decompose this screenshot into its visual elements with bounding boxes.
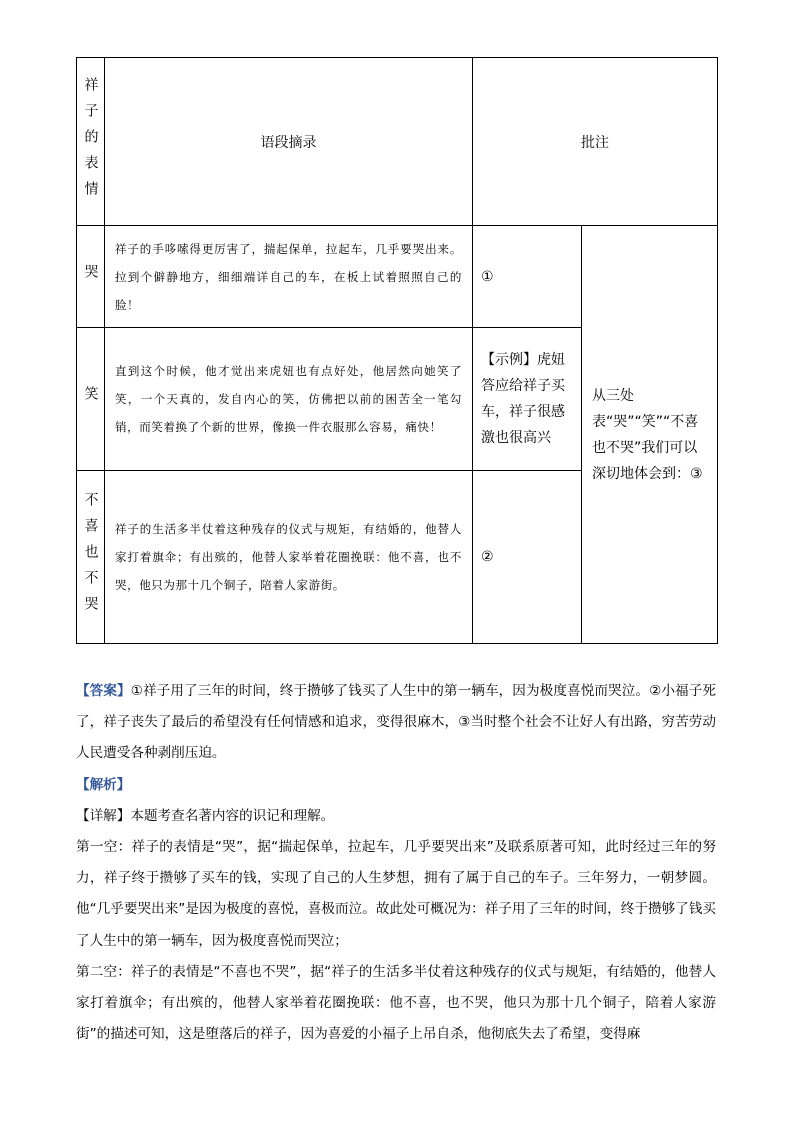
- note-text: ①: [481, 268, 494, 285]
- header-note-label: 批注: [581, 134, 609, 151]
- header-excerpt: [105, 58, 472, 225]
- analysis-heading: [76, 770, 716, 801]
- emotion-label: 哭: [82, 263, 99, 290]
- detail-paragraph-1: 第一空：祥子的表情是“哭”，据“揣起保单，拉起车，几乎要哭出来”及联系原著可知，此时经过三年的努力，祥子终于攒够了买车的钱，实现了自己的人生梦想，拥有了属于自己的车子。三年努力，一朝梦圆。他“几乎要哭出来”是因为极度的喜悦，喜极而泣。故此处可概况为：祥子用了三年的时间，终于攒够了钱买了人生中的第一辆车，因为极度喜悦而哭泣；: [76, 839, 716, 949]
- answer-tag: 【答案】: [76, 683, 131, 699]
- table-border: [76, 643, 717, 644]
- row-numb-note: [473, 471, 581, 643]
- row-cry-emotion: [77, 226, 104, 327]
- row-cry-excerpt: [105, 226, 472, 327]
- row-numb-emotion: [77, 471, 104, 643]
- detail-intro: [76, 801, 716, 832]
- row-laugh-note: [473, 328, 581, 470]
- excerpt-text: 祥子的手哆嗦得更厉害了，揣起保单，拉起车，几乎要哭出来。拉到个僻静地方，细细端详自己的车，在板上试着照照自己的脸！: [115, 241, 462, 312]
- detail-intro-text: 本题考查名著内容的识记和理解。: [130, 807, 335, 824]
- excerpt-text: 祥子的生活多半仗着这种残存的仪式与规矩，有结婚的，他替人家打着旗伞；有出殡的，他替人家举着花圈挽联：他不喜，也不哭，他只为那十几个铜子，陪着人家游街。: [115, 522, 462, 592]
- note-text: 【示例】虎妞答应给祥子买车，祥子很感激也很高兴: [481, 352, 565, 446]
- answer-paragraph: [76, 676, 716, 770]
- row-numb-excerpt: [105, 471, 472, 643]
- row-laugh-excerpt: [105, 328, 472, 470]
- note-text: ②: [481, 549, 494, 565]
- summary-text: 从三处表“哭”“笑”“不喜也不哭”我们可以深切地体会到：③: [592, 387, 703, 482]
- table-border: [717, 57, 718, 644]
- detail-paragraph-2: 第二空：祥子的表情是“不喜也不哭”，据“祥子的生活多半仗着这种残存的仪式与规矩，有结婚的，他替人家打着旗伞；有出殡的，他替人家举着花圈挽联：他不喜，也不哭，他只为那十几个铜子，陪着人家游街”的描述可知，这是堕落后的祥子，因为喜爱的小福子上吊自杀，他彻底失去了希望，变得麻: [76, 963, 716, 1043]
- answer-section: [76, 676, 716, 1050]
- row-cry-note: [473, 226, 581, 327]
- header-expression: [77, 58, 104, 225]
- row-laugh-emotion: [77, 328, 104, 470]
- header-note: [473, 58, 717, 225]
- emotion-label: 笑: [82, 386, 99, 412]
- emotion-label: 不喜也不哭: [82, 492, 99, 622]
- summary-cell: [582, 226, 717, 643]
- header-expression-label: 祥子的表情: [82, 76, 99, 207]
- header-excerpt-label: 语段摘录: [260, 134, 317, 151]
- answer-text: ①祥子用了三年的时间，终于攒够了钱买了人生中的第一辆车，因为极度喜悦而哭泣。②小福子死了，祥子丧失了最后的希望没有任何情感和追求，变得很麻木，③当时整个社会不让好人有出路，穷苦劳动人民遭受各种剥削压迫。: [76, 683, 716, 762]
- detail-tag: 【详解】: [76, 807, 131, 824]
- excerpt-text: 直到这个时候，他才觉出来虎妞也有点好处，他居然向她笑了笑，一个天真的，发自内心的笑，仿佛把以前的困苦全一笔勾销，而笑着换了个新的世界，像换一件衣服那么容易，痛快！: [115, 364, 462, 434]
- analysis-tag: 【解析】: [76, 776, 131, 793]
